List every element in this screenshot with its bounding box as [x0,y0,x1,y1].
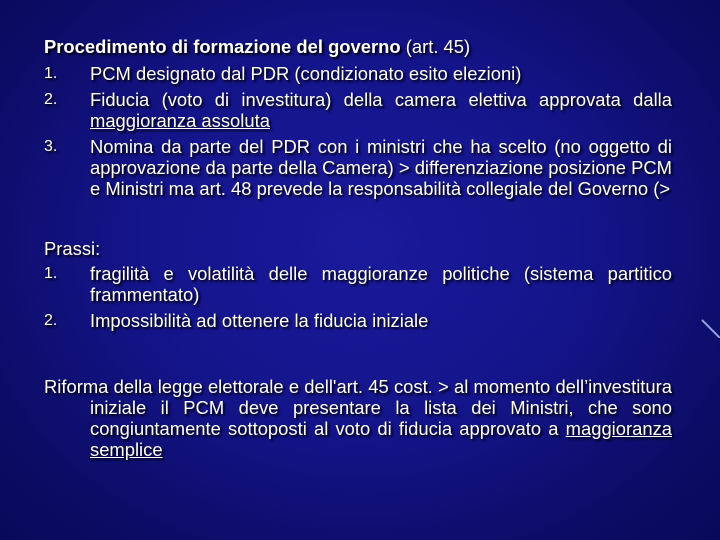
item-number: 2. [44,91,58,108]
list-item [44,63,672,84]
item-text: PCM designato dal PDR (condizionato esito elezioni) [90,63,522,84]
riforma-paragraph [44,376,672,460]
corner-decoration [700,318,720,338]
slide-title [44,36,672,57]
prassi-heading: Prassi: [44,238,101,259]
underlined-term: maggioranza semplice [90,418,672,460]
item-number: 2. [44,312,58,329]
procedure-list [44,63,672,199]
prassi-list [44,263,672,331]
list-item [44,136,672,199]
item-number: 1. [44,65,58,82]
list-item [44,263,672,305]
item-text: Nomina da parte del PDR con i ministri che ha scelto (no oggetto di approvazione da parte della Camera) > differenziazione posizione PCM e Ministri ma art. 48 prevede la responsabilità collegiale del Governo (> [90,136,672,199]
item-number: 3. [44,138,58,155]
item-text: Impossibilità ad ottenere la fiducia iniziale [90,310,429,331]
title-article: (art. 45) [400,36,471,57]
riforma-text: Riforma della legge elettorale e dell'art. 45 cost. > al momento dell’investitura iniziale il PCM deve presentare la lista dei Ministri, che sono congiuntamente sottoposti al voto di fiducia approvato a [44,376,672,439]
item-text: fragilità e volatilità delle maggioranze politiche (sistema partitico frammentato) [90,263,672,305]
list-item [44,89,672,131]
item-number: 1. [44,265,58,282]
list-item [44,310,672,331]
slide-content [44,36,672,460]
title-bold: Procedimento di formazione del governo [44,36,401,57]
item-text-main: Fiducia (voto di investitura) della camera elettiva approvata dalla [90,89,672,110]
underlined-term: maggioranza assoluta [90,110,270,131]
item-text [90,89,672,131]
